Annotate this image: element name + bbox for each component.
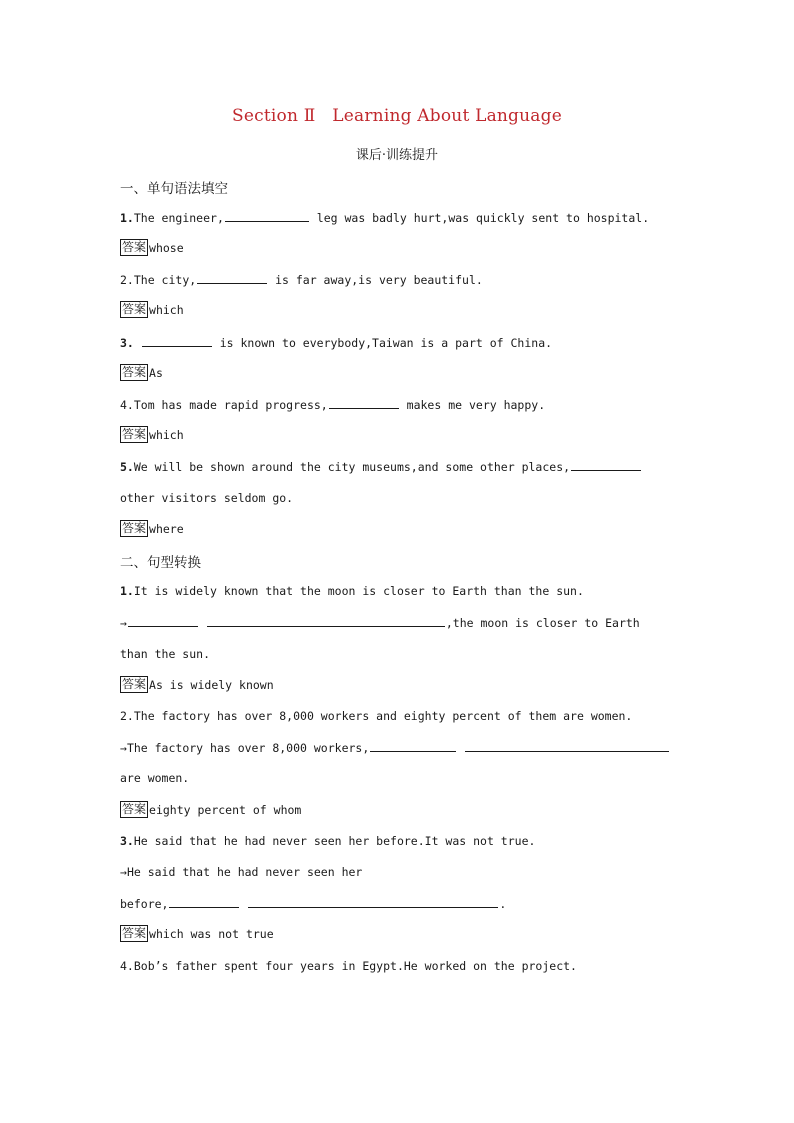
question-number: 5. <box>120 460 134 474</box>
answer-row <box>120 239 184 256</box>
answer-text: where <box>149 521 184 536</box>
question-text: makes me very happy. <box>399 398 546 412</box>
section-heading-1: 一、单句语法填空 <box>120 181 228 197</box>
question-1-5 <box>120 459 642 474</box>
answer-badge: 答案 <box>122 521 147 535</box>
section-heading-2: 二、句型转换 <box>120 555 201 571</box>
fill-blank[interactable] <box>225 210 309 222</box>
fill-blank[interactable] <box>197 272 267 284</box>
question-text: Bob’s father spent four years in Egypt.He worked on the project. <box>133 959 577 973</box>
question-text: leg was badly hurt,was quickly sent to hospital. <box>309 211 650 225</box>
question-2-3 <box>120 834 535 848</box>
fill-blank[interactable] <box>465 740 669 752</box>
question-text: Tom has made rapid progress, <box>133 398 328 412</box>
question-1-2 <box>120 272 483 287</box>
question-number: 3. <box>120 336 134 350</box>
rewrite-line-2-2-cont: are women. <box>120 771 190 785</box>
question-text: is far away,is very beautiful. <box>268 273 483 287</box>
fill-blank[interactable] <box>169 896 239 908</box>
fill-blank[interactable] <box>329 397 399 409</box>
question-text <box>134 336 141 350</box>
question-text: The city, <box>133 273 197 287</box>
answer-text: eighty percent of whom <box>149 802 302 817</box>
question-text: The factory has over 8,000 workers, <box>126 741 370 755</box>
question-text: . <box>499 897 507 911</box>
question-2-2 <box>120 709 632 723</box>
answer-text: which was not true <box>149 926 274 941</box>
answer-badge: 答案 <box>122 302 147 316</box>
question-text: is known to everybody,Taiwan is a part of China. <box>212 336 553 350</box>
answer-row <box>120 301 184 318</box>
rewrite-line-2-3 <box>120 865 362 879</box>
arrow-icon: → <box>120 741 127 755</box>
fill-blank[interactable] <box>571 459 641 471</box>
answer-text: As <box>149 365 163 380</box>
question-1-1 <box>120 210 649 225</box>
question-number: 4. <box>120 959 134 973</box>
question-text: The engineer, <box>133 211 224 225</box>
fill-blank[interactable] <box>207 615 445 627</box>
page-subtitle: 课后·训练提升 <box>355 148 439 163</box>
answer-row <box>120 676 274 693</box>
answer-text: whose <box>149 240 184 255</box>
answer-row <box>120 520 184 537</box>
answer-text: which <box>149 302 184 317</box>
question-text: We will be shown around the city museums,and some other places, <box>133 460 571 474</box>
question-number: 1. <box>120 211 134 225</box>
answer-badge: 答案 <box>122 427 147 441</box>
arrow-icon: → <box>120 865 127 879</box>
question-1-5-cont: other visitors seldom go. <box>120 491 294 505</box>
question-text: before, <box>120 897 169 911</box>
question-2-4 <box>120 959 577 973</box>
answer-row <box>120 364 163 381</box>
answer-row <box>120 925 274 942</box>
question-text: He said that he had never seen her before.It was not true. <box>133 834 536 848</box>
question-text: It is widely known that the moon is closer to Earth than the sun. <box>133 584 584 598</box>
rewrite-line-2-1-cont: than the sun. <box>120 647 211 661</box>
question-1-4 <box>120 397 545 412</box>
rewrite-line-2-2 <box>120 740 670 755</box>
question-text: He said that he had never seen her <box>126 865 363 879</box>
question-number: 4. <box>120 398 134 412</box>
answer-row <box>120 801 301 818</box>
answer-badge: 答案 <box>122 926 147 940</box>
page-title: Section Ⅱ Learning About Language <box>232 106 562 126</box>
answer-badge: 答案 <box>122 802 147 816</box>
question-number: 3. <box>120 834 134 848</box>
question-2-1 <box>120 584 584 598</box>
rewrite-line-2-3-cont <box>120 896 506 911</box>
fill-blank[interactable] <box>128 615 198 627</box>
answer-badge: 答案 <box>122 365 147 379</box>
fill-blank[interactable] <box>248 896 498 908</box>
fill-blank[interactable] <box>142 335 212 347</box>
answer-text: As is widely known <box>149 677 274 692</box>
arrow-icon: → <box>120 616 127 630</box>
answer-badge: 答案 <box>122 240 147 254</box>
question-number: 2. <box>120 709 134 723</box>
question-text: The factory has over 8,000 workers and eighty percent of them are women. <box>133 709 633 723</box>
question-text: ,the moon is closer to Earth <box>445 616 640 630</box>
answer-text: which <box>149 427 184 442</box>
answer-badge: 答案 <box>122 677 147 691</box>
question-1-3 <box>120 335 552 350</box>
question-number: 1. <box>120 584 134 598</box>
fill-blank[interactable] <box>370 740 456 752</box>
answer-row <box>120 426 184 443</box>
question-number: 2. <box>120 273 134 287</box>
rewrite-line-2-1 <box>120 615 640 630</box>
